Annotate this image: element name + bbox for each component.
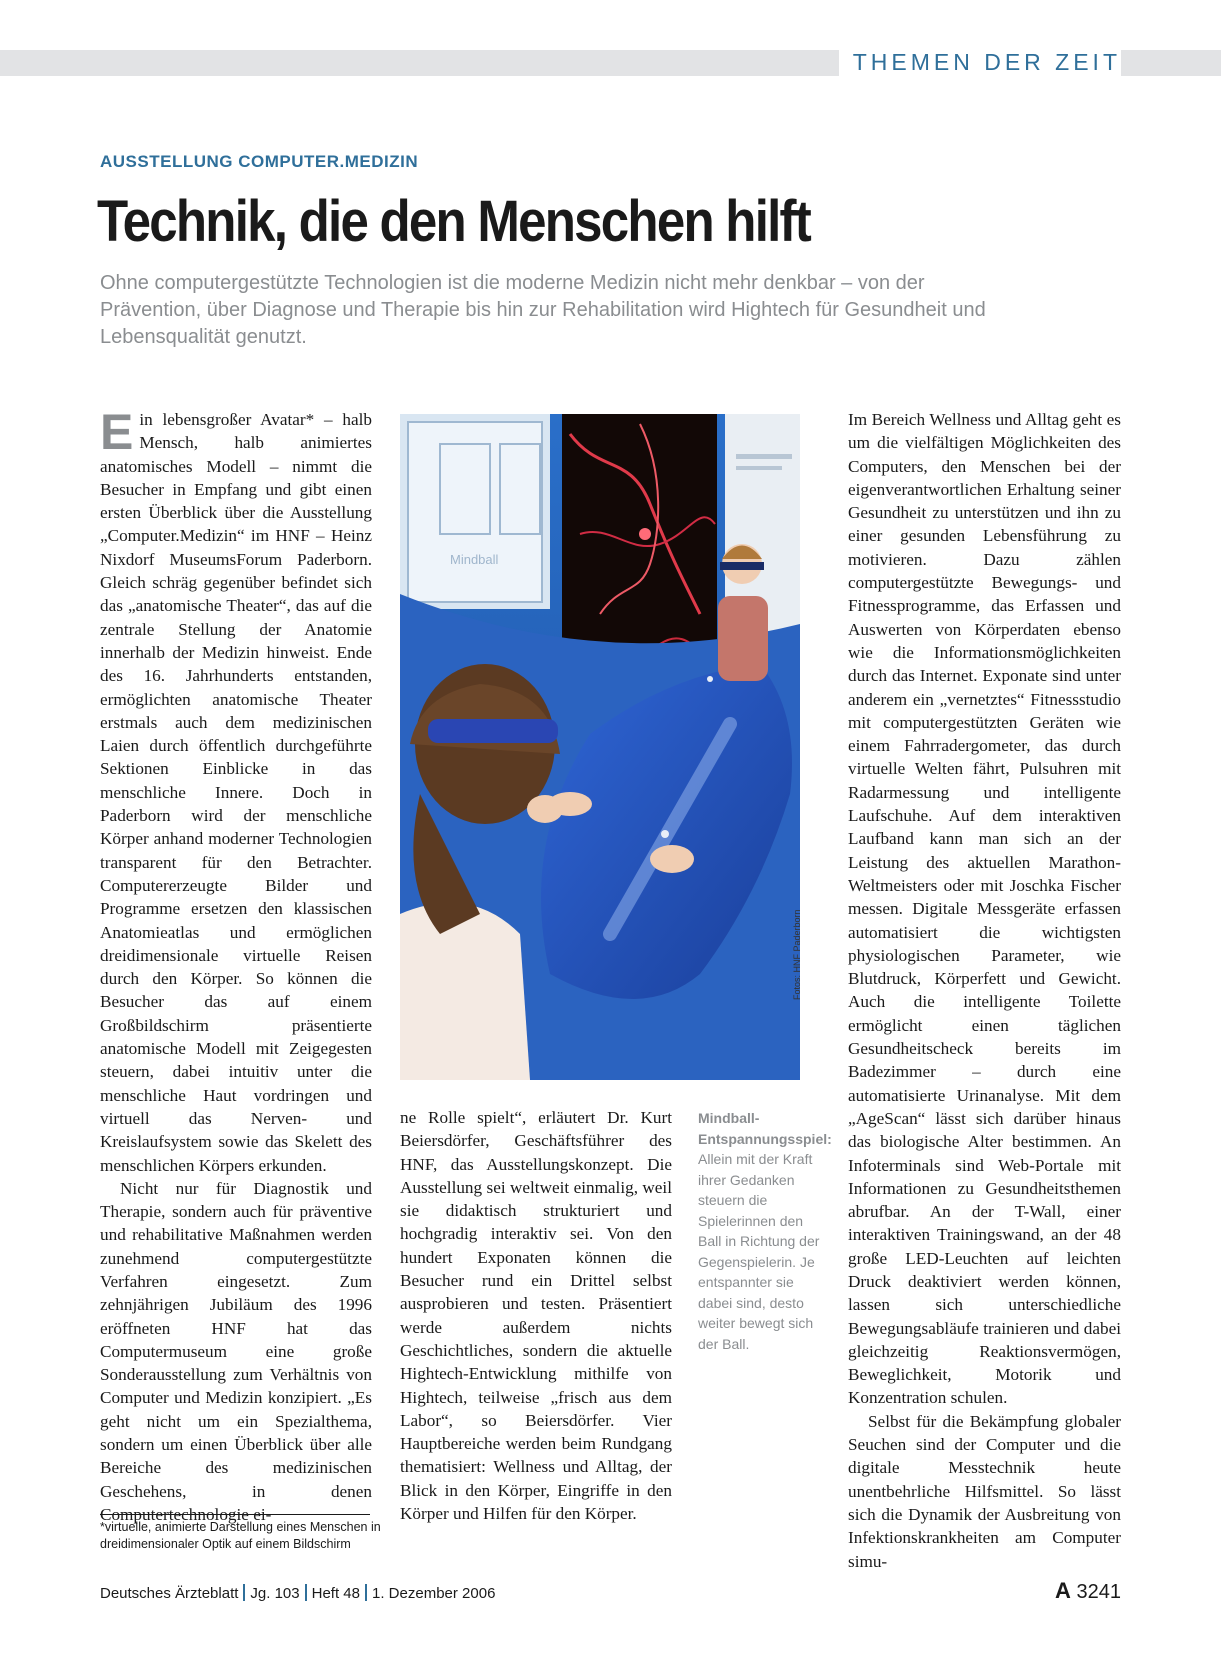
text-column-3 bbox=[848, 408, 1121, 1573]
page-footer bbox=[100, 1584, 495, 1602]
paragraph: Im Bereich Wellness und Alltag geht es um die vielfältigen Möglichkeiten des Computers, den Menschen bei der eigenverantwortlichen Erhaltung seiner Gesundheit zu unterstützen und ihn zu einer gesunden Lebensführung zu motivieren. Dazu zählen computergestützte Bewegungs- und Fitnessprogramme, das Erfassen und Auswerten von Körperdaten ebenso wie die Informationsmöglichkeiten durch das Internet. Exponate sind unter anderem ein „vernetztes“ Fitnessstudio mit computergestützten Geräten wie einem Fahrradergometer, das durch virtuelle Welten fährt, Pulsuhren mit Radarmessung und intelligente Laufschuhe. Auf dem interaktiven Laufband kann man sich an der Leistung des aktuellen Marathon-Weltmeisters oder mit Joschka Fischer messen. Digitale Messgeräte erfassen automatisiert die wichtigsten physiologischen Parameter, wie Blutdruck, Körperfett und Gewicht. Auch die intelligente Toilette ermöglicht einen täglichen Gesundheitscheck bereits im Badezimmer – durch eine automatisierte Urinanalyse. Mit dem „AgeScan“ lässt sich darüber hinaus das biologische Alter bestimmen. An Infoterminals sind Web-Portale mit Informationen zu Gesundheitsthemen abrufbar. An der T-Wall, einer interaktiven Trainingswand, an der 48 große LED-Leuchten auf leichten Druck deaktiviert werden können, lassen sich unterschiedliche Bewegungsabläufe trainieren und dabei gleichzeitig Reaktionsvermögen, Beweglichkeit, Motorik und Konzentration schulen. bbox=[848, 410, 1121, 1408]
caption-title: Mindball-Entspannungsspiel: bbox=[698, 1110, 832, 1147]
issue-date: 1. Dezember 2006 bbox=[372, 1585, 496, 1602]
mindball-photo-illustration bbox=[400, 414, 800, 1080]
paragraph: Selbst für die Bekämpfung globaler Seuchen sind der Computer und die digitale Messtechnik heute unentbehrliche Hilfsmittel. So lässt sich die Dynamik der Ausbreitung von Infektionskrankheiten am Computer simu- bbox=[848, 1411, 1121, 1571]
footer-separator bbox=[365, 1584, 367, 1601]
footer-separator bbox=[305, 1584, 307, 1601]
article-headline: Technik, die den Menschen hilft bbox=[97, 189, 811, 254]
text-column-1 bbox=[100, 404, 372, 1526]
article-kicker: AUSSTELLUNG COMPUTER.MEDIZIN bbox=[100, 152, 419, 171]
photo-credit: Fotos: HNF Paderborn bbox=[792, 909, 802, 1000]
footnote-divider bbox=[100, 1514, 370, 1515]
section-label: THEMEN DER ZEIT bbox=[839, 46, 1121, 78]
text-column-2 bbox=[400, 1106, 672, 1525]
page-prefix: A bbox=[1055, 1578, 1071, 1603]
journal-volume: Jg. 103 bbox=[250, 1585, 300, 1602]
article-lead: Ohne computergestützte Technologien ist die moderne Medizin nicht mehr denkbar – von der Prävention, über Diagnose und Therapie bis hin zur Rehabilitation wird Hightech für Gesundheit und Lebensqualität genutzt. bbox=[100, 272, 986, 348]
paragraph bbox=[100, 404, 372, 1177]
page-number-value: 3241 bbox=[1076, 1581, 1121, 1603]
paragraph: ne Rolle spielt“, erläutert Dr. Kurt Beiersdörfer, Geschäftsführer des HNF, das Ausstellungskonzept. Die Ausstellung sei weltweit einmalig, weil sie didaktisch strukturiert und hochgradig interaktiv sei. Von den hundert Exponaten können die Besucher rund ein Drittel selbst ausprobieren und testen. Präsentiert werde außerdem nichts Geschichtliches, sondern die aktuelle Hightech-Entwicklung mithilfe von Hightech, teilweise „frisch aus dem Labor“, so Beiersdörfer. Vier Hauptbereiche werden beim Rundgang thematisiert: Wellness und Alltag, der Blick in den Körper, Eingriffe in den Körper und Hilfen für den Körper. bbox=[400, 1108, 672, 1524]
screen-label: Mindball bbox=[450, 552, 499, 567]
footnote: *virtuelle, animierte Darstellung eines Menschen in dreidimensionaler Optik auf einem Bildschirm bbox=[100, 1520, 381, 1551]
photo-caption bbox=[698, 1108, 832, 1354]
journal-name: Deutsches Ärzteblatt bbox=[100, 1585, 239, 1602]
caption-text: Allein mit der Kraft ihrer Gedanken steuern die Spielerinnen den Ball in Richtung der Gegenspielerin. Je entspannter sie dabei sind, desto weiter bewegt sich der Ball. bbox=[698, 1151, 820, 1352]
paragraph: Nicht nur für Diagnostik und Therapie, sondern auch für präventive und rehabilitative Maßnahmen werden zunehmend computergestützte Verfahren eingesetzt. Zum zehnjährigen Jubiläum des 1996 eröffneten HNF hat das Computermuseum eine große Sonderausstellung zum Verhältnis von Computer und Medizin konzipiert. „Es geht nicht um ein Spezialthema, sondern um einen Überblick über alle Bereiche des medizinischen Geschehens, in denen Computertechnologie ei- bbox=[100, 1178, 372, 1524]
article-photo bbox=[400, 414, 800, 1080]
page-number bbox=[1055, 1578, 1121, 1604]
paragraph-text: in lebensgroßer Avatar* – halb Mensch, halb animiertes anatomisches Modell – nimmt die Besucher in Empfang und gibt einen ersten Überblick über die Ausstellung „Computer.Medizin“ im HNF – Heinz Nixdorf MuseumsForum Paderborn. Gleich schräg gegenüber befindet sich das „anatomische Theater“, das auf die zentrale Stellung der Anatomie innerhalb der Medizin hinweist. Ende des 16. Jahrhunderts entstanden, ermöglichten anatomische Theater erstmals auch dem medizinischen Laien durch öffentlich durchgeführte Sektionen Einblicke in das menschliche Innere. Doch in Paderborn wird der menschliche Körper anhand moderner Technologien transparent für den Betrachter. Computererzeugte Bilder und Programme ersetzen den klassischen Anatomieatlas und ermöglichen dreidimensionale virtuelle Reisen durch den Körper. So können die Besucher das auf einem Großbildschirm präsentierte anatomische Modell mit Zeigegesten steuern, dabei intuitiv unter die menschliche Haut vordringen und virtuell das Nerven- und Kreislaufsystem sowie das Skelett des menschlichen Körpers erkunden. bbox=[100, 410, 372, 1175]
journal-issue: Heft 48 bbox=[311, 1585, 360, 1602]
drop-cap: E bbox=[100, 404, 134, 460]
footer-separator bbox=[243, 1584, 245, 1601]
